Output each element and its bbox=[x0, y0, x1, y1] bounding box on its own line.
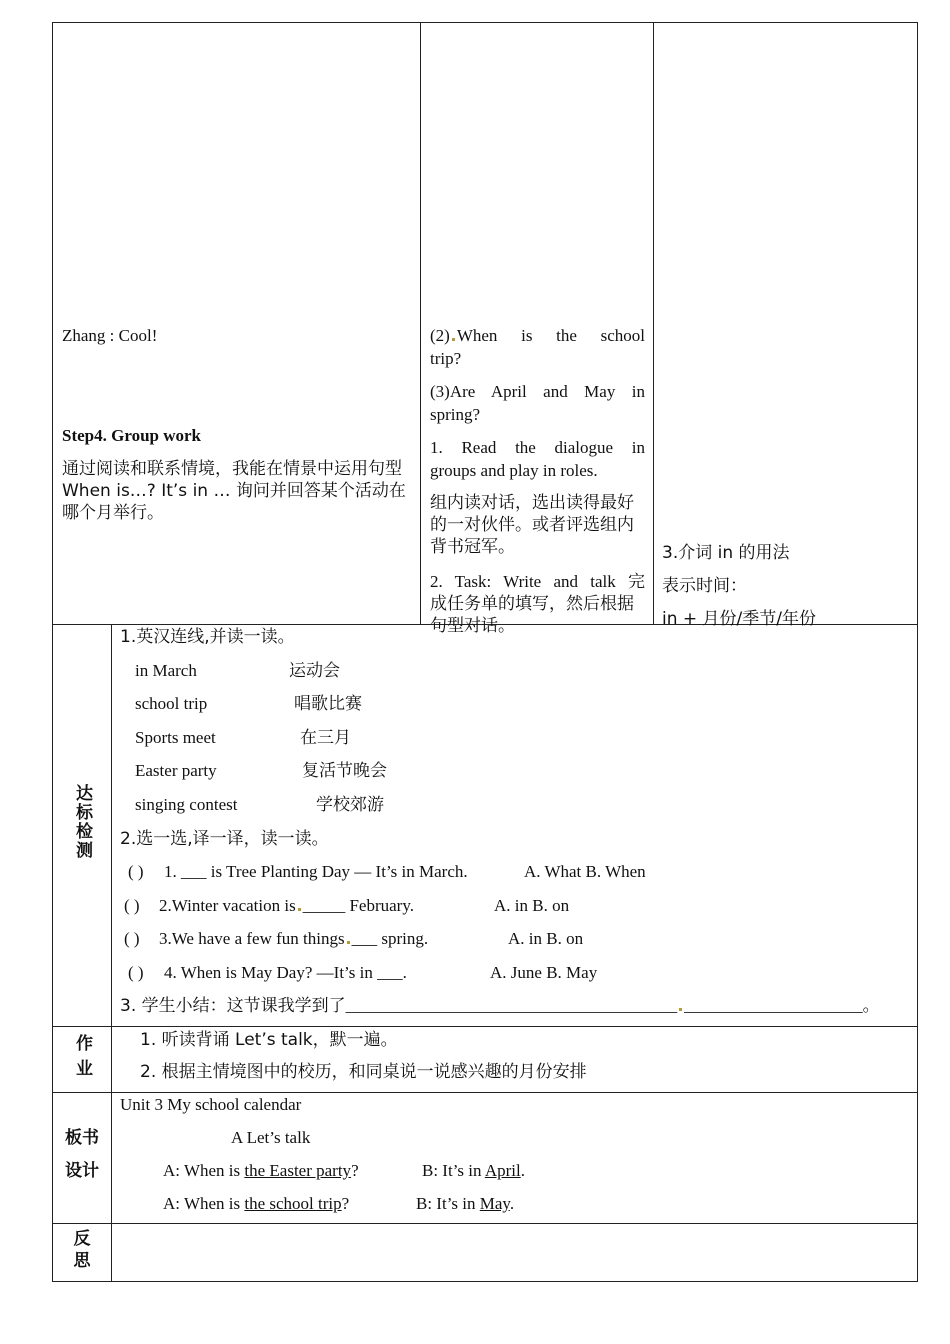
table-left-border bbox=[52, 22, 53, 1281]
col-divider-2 bbox=[653, 22, 654, 624]
student-summary bbox=[120, 995, 880, 1017]
board-line-1-b-post: . bbox=[520, 1161, 525, 1180]
question-3-cont: spring? bbox=[430, 405, 481, 424]
marker-dot-icon bbox=[452, 338, 455, 341]
homework-item-2: 2. 根据主情境图中的校历，和同桌说一说感兴趣的月份安排 bbox=[140, 1062, 587, 1082]
summary-blank-2: _____________________ bbox=[684, 996, 863, 1015]
board-line-1-a-phrase: the Easter party bbox=[244, 1161, 352, 1180]
match-en-3: Sports meet bbox=[135, 728, 216, 747]
reflection-label-text: 反思 bbox=[73, 1229, 91, 1271]
row-divider-4 bbox=[52, 1223, 918, 1224]
row-divider-2 bbox=[52, 1026, 918, 1027]
question-3-line: (3)Are April and May in bbox=[430, 382, 645, 401]
board-line-2-a bbox=[163, 1193, 349, 1215]
task-1-line-2: groups and play in roles. bbox=[430, 461, 598, 480]
row-divider-3 bbox=[52, 1092, 918, 1093]
choice-4-options: A. June B. May bbox=[490, 963, 598, 982]
board-line-2-b-post: . bbox=[509, 1194, 515, 1213]
task-1-line-1: 1. Read the dialogue in bbox=[430, 438, 645, 457]
board-label bbox=[53, 1122, 111, 1188]
marker-dot-icon bbox=[679, 1008, 682, 1011]
task-2-line-1: 2. Task: Write and talk 完 bbox=[430, 572, 645, 591]
match-cn-3: 在三月 bbox=[300, 728, 351, 748]
question-2-number: (2) bbox=[430, 326, 450, 345]
board-line-2-b-month: May bbox=[479, 1194, 510, 1213]
choice-2-question bbox=[159, 895, 414, 917]
reflection-label bbox=[53, 1228, 111, 1272]
board-line-2-a-pre: A: When is bbox=[163, 1194, 245, 1213]
choice-3-question bbox=[159, 928, 428, 950]
board-subtitle: A Let’s talk bbox=[231, 1128, 311, 1147]
choice-4-question: 4. When is May Day? —It’s in ___. bbox=[164, 963, 407, 982]
board-line-2-a-phrase: the school trip bbox=[244, 1194, 342, 1213]
choice-1-question: 1. ___ is Tree Planting Day — It’s in March. bbox=[164, 862, 468, 881]
board-line-2-b bbox=[416, 1193, 514, 1215]
marker-dot-icon bbox=[347, 941, 350, 944]
choice-3-options: A. in B. on bbox=[508, 929, 584, 948]
marker-dot-icon bbox=[298, 908, 301, 911]
summary-prefix: 3. 学生小结：这节课我学到了 bbox=[120, 996, 346, 1016]
preposition-rule: in + 月份/季节/年份 bbox=[662, 609, 817, 629]
choice-1-paren: ( ) bbox=[128, 862, 144, 881]
summary-blank-1: _______________________________________ bbox=[345, 996, 678, 1015]
dialogue-end-line: Zhang : Cool! bbox=[62, 326, 158, 345]
table-top-border bbox=[52, 22, 918, 23]
preposition-title: 3.介词 in 的用法 bbox=[662, 543, 790, 563]
step4-heading: Step4. Group work bbox=[62, 426, 202, 445]
choice-3-paren: ( ) bbox=[124, 929, 140, 948]
table-bottom-border bbox=[52, 1281, 918, 1282]
board-title: Unit 3 My school calendar bbox=[120, 1095, 302, 1114]
match-en-4: Easter party bbox=[135, 761, 217, 780]
board-label-text: 板书设计 bbox=[65, 1128, 99, 1181]
match-cn-4: 复活节晚会 bbox=[302, 761, 387, 781]
choice-1-options: A. What B. When bbox=[524, 862, 646, 881]
board-line-2-a-post: ? bbox=[341, 1194, 350, 1213]
choice-2-blank: _____ February. bbox=[302, 896, 414, 915]
match-cn-2: 唱歌比赛 bbox=[294, 694, 362, 714]
homework-label: 作业 bbox=[72, 1034, 92, 1084]
board-line-1-a-pre: A: When is bbox=[163, 1161, 245, 1180]
matching-title: 1.英汉连线,并读一读。 bbox=[120, 627, 295, 647]
summary-end: 。 bbox=[862, 996, 880, 1016]
choice-3-text: 3.We have a few fun things bbox=[159, 929, 345, 948]
col-divider-1 bbox=[420, 22, 421, 624]
label-col-divider bbox=[111, 624, 112, 1281]
board-line-2-b-pre: B: It’s in bbox=[416, 1194, 480, 1213]
task-2-chinese: 成任务单的填写，然后根据句型对话。 bbox=[430, 594, 634, 636]
match-cn-5: 学校郊游 bbox=[316, 795, 384, 815]
match-en-2: school trip bbox=[135, 694, 208, 713]
board-line-1-a-post: ? bbox=[351, 1161, 359, 1180]
match-en-1: in March bbox=[135, 661, 197, 680]
question-2-text: When is the school bbox=[456, 326, 645, 345]
choice-2-options: A. in B. on bbox=[494, 896, 570, 915]
question-2-line bbox=[430, 325, 645, 347]
check-section-label: 达标检测 bbox=[72, 784, 92, 860]
board-line-1-a bbox=[163, 1160, 359, 1182]
choice-4-paren: ( ) bbox=[128, 963, 144, 982]
table-right-border bbox=[917, 22, 918, 1281]
match-en-5: singing contest bbox=[135, 795, 238, 814]
match-cn-1: 运动会 bbox=[289, 661, 340, 681]
question-2-cont: trip? bbox=[430, 349, 462, 368]
step4-description: 通过阅读和联系情境，我能在情景中运用句型 When is…? It’s in … 询问并回答某个活动在哪个月举行。 bbox=[62, 459, 406, 523]
board-line-1-b bbox=[422, 1160, 525, 1182]
choice-2-text: 2.Winter vacation is bbox=[159, 896, 296, 915]
choice-3-blank: ___ spring. bbox=[351, 929, 429, 948]
task-1-chinese: 组内读对话，选出读得最好的一对伙伴。或者评选组内背书冠军。 bbox=[430, 493, 634, 557]
preposition-time: 表示时间： bbox=[662, 576, 747, 596]
homework-item-1 bbox=[140, 1029, 398, 1051]
board-line-1-b-pre: B: It’s in bbox=[422, 1161, 485, 1180]
homework-item-1-text: 1. 听读背诵 Let’s talk，默一遍。 bbox=[140, 1030, 398, 1050]
board-line-1-b-month: April bbox=[484, 1161, 521, 1180]
choice-2-paren: ( ) bbox=[124, 896, 140, 915]
choice-title: 2.选一选,译一译，读一读。 bbox=[120, 829, 329, 849]
